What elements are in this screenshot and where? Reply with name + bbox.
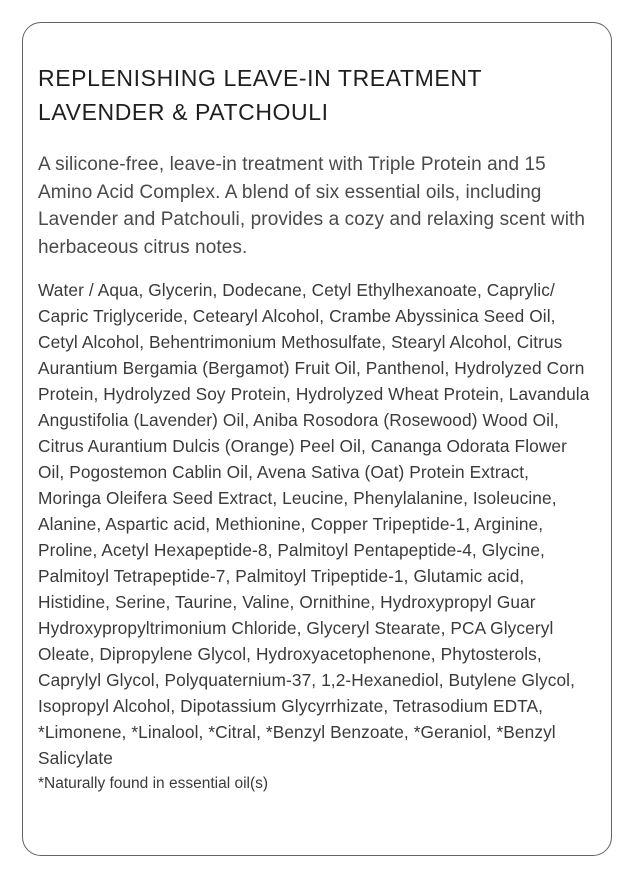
ingredients-footnote: *Naturally found in essential oil(s) (38, 775, 269, 792)
label-content (23, 23, 611, 795)
product-title-line-1: REPLENISHING LEAVE-IN TREATMENT (38, 65, 483, 91)
product-description: A silicone-free, leave-in treatment with Triple Protein and 15 Amino Acid Complex. A blend of six essential oils, including Lavender and Patchouli, provides a cozy and relaxing scent with herbaceous citrus notes. (38, 154, 586, 258)
product-title-line-2: LAVENDER & PATCHOULI (38, 99, 329, 125)
product-title (38, 61, 595, 129)
product-label-card (22, 22, 612, 856)
ingredients-list: Water / Aqua, Glycerin, Dodecane, Cetyl Ethylhexanoate, Caprylic/ Capric Triglyceride, Cetearyl Alcohol, Crambe Abyssinica Seed Oil, Cetyl Alcohol, Behentrimonium Methosulfate, Stearyl Alcohol, Citrus Aurantium Bergamia (Bergamot) Fruit Oil, Panthenol, Hydrolyzed Corn Protein, Hydrolyzed Soy Protein, Hydrolyzed Wheat Protein, Lavandula Angustifolia (Lavender) Oil, Aniba Rosodora (Rosewood) Wood Oil, Citrus Aurantium Dulcis (Orange) Peel Oil, Cananga Odorata Flower Oil, Pogostemon Cablin Oil, Avena Sativa (Oat) Protein Extract, Moringa Oleifera Seed Extract, Leucine, Phenylalanine, Isoleucine, Alanine, Aspartic acid, Methionine, Copper Tripeptide-1, Arginine, Proline, Acetyl Hexapeptide-8, Palmitoyl Pentapeptide-4, Glycine, Palmitoyl Tetrapeptide-7, Palmitoyl Tripeptide-1, Glutamic acid, Histidine, Serine, Taurine, Valine, Ornithine, Hydroxypropyl Guar Hydroxypropyltrimonium Chloride, Glyceryl Stearate, PCA Glyceryl Oleate, Dipropylene Glycol, Hydroxyacetophenone, Phytosterols, Caprylyl Glycol, Polyquaternium-37, 1,2-Hexanediol, Butylene Glycol, Isopropyl Alcohol, Dipotassium Glycyrrhizate, Tetrasodium EDTA, *Limonene, *Linalool, *Citral, *Benzyl Benzoate, *Geraniol, *Benzyl Salicylate (38, 280, 590, 768)
